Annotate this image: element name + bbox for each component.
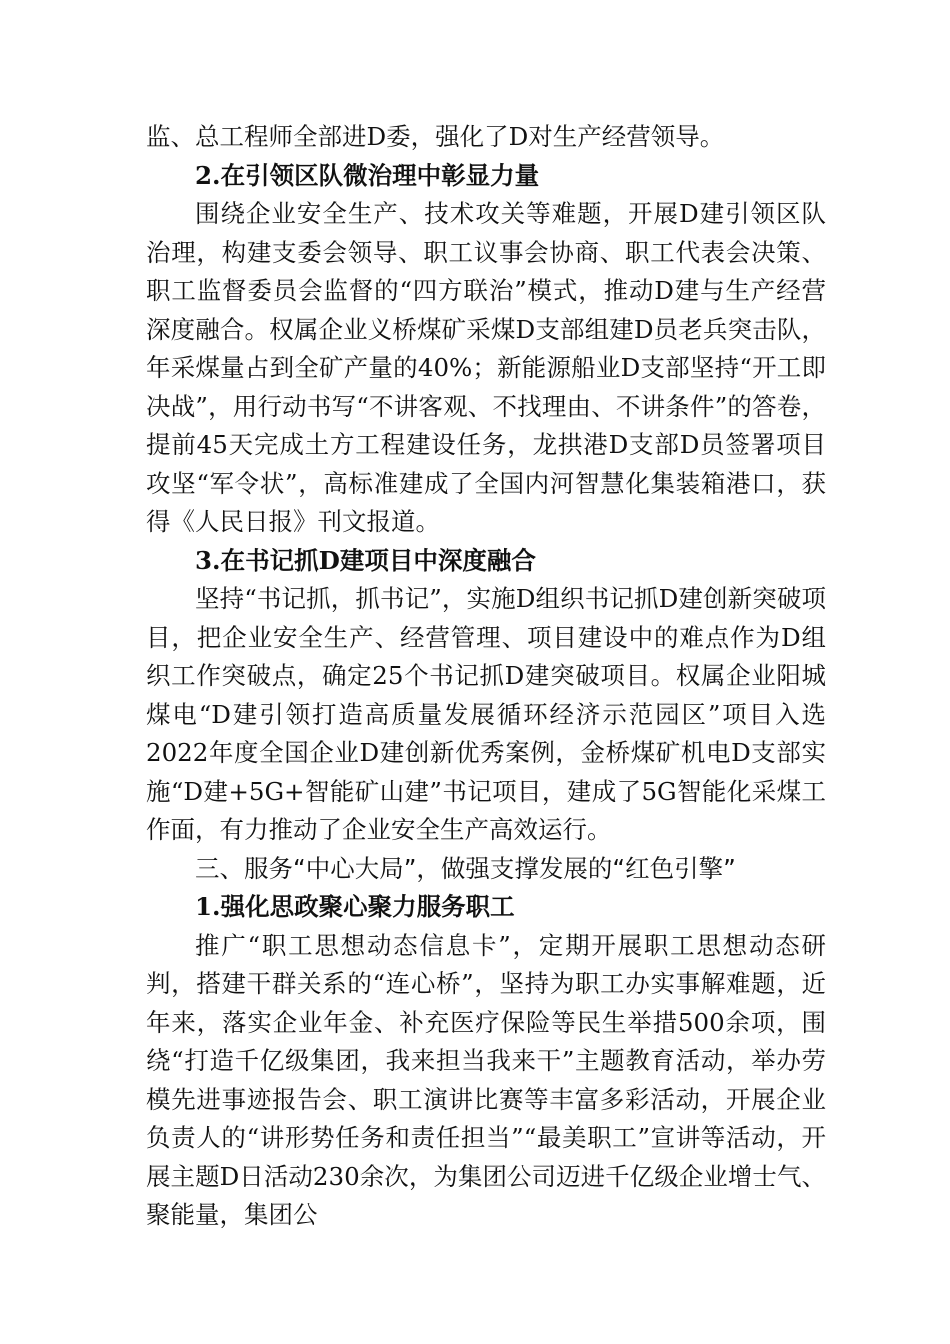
subheading-3: 3.在书记抓D建项目中深度融合 [195,545,536,575]
section-heading-3: 三、服务“中心大局”，做强支撑发展的“红色引擎” [195,853,736,883]
paragraph-continuation: 监、总工程师全部进D委，强化了D对生产经营领导。 [146,122,725,151]
subheading-1: 1.强化思政聚心聚力服务职工 [195,892,515,921]
document-page [146,118,826,1235]
paragraph-serve-employees: 推广“职工思想动态信息卡”，定期开展职工思想动态研判，搭建干群关系的“连心桥”，坚持为职工办实事解难题，近年来，落实企业年金、补充医疗保险等民生举措500余项，围绕“打造千亿级集团，我来担当我来干”主题教育活动，举办劳模先进事迹报告会、职工演讲比赛等丰富多彩活动，开展企业负责人的“讲形势任务和责任担当”“最美职工”宣讲等活动，开展主题D日活动230余次，为集团公司迈进千亿级企业增士气、聚能量，集团公 [146,930,826,1229]
paragraph-secretary-projects: 坚持“书记抓，抓书记”，实施D组织书记抓D建创新突破项目，把企业安全生产、经营管理、项目建设中的难点作为D组织工作突破点，确定25个书记抓D建突破项目。权属企业阳城煤电“D建引领打造高质量发展循环经济示范园区”项目入选2022年度全国企业D建创新优秀案例，金桥煤矿机电D支部实施“D建+5G+智能矿山建”书记项目，建成了5G智能化采煤工作面，有力推动了企业安全生产高效运行。 [146,584,826,844]
subheading-2: 2.在引领区队微治理中彰显力量 [195,160,540,190]
paragraph-district-governance: 围绕企业安全生产、技术攻关等难题，开展D建引领区队治理，构建支委会领导、职工议事会协商、职工代表会决策、职工监督委员会监督的“四方联治”模式，推动D建与生产经营深度融合。权属企业义桥煤矿采煤D支部组建D员老兵突击队，年采煤量占到全矿产量的40%；新能源船业D支部坚持“开工即决战”，用行动书写“不讲客观、不找理由、不讲条件”的答卷，提前45天完成土方工程建设任务，龙拱港D支部D员签署项目攻坚“军令状”，高标准建成了全国内河智慧化集装箱港口，获得《人民日报》刊文报道。 [146,199,826,536]
